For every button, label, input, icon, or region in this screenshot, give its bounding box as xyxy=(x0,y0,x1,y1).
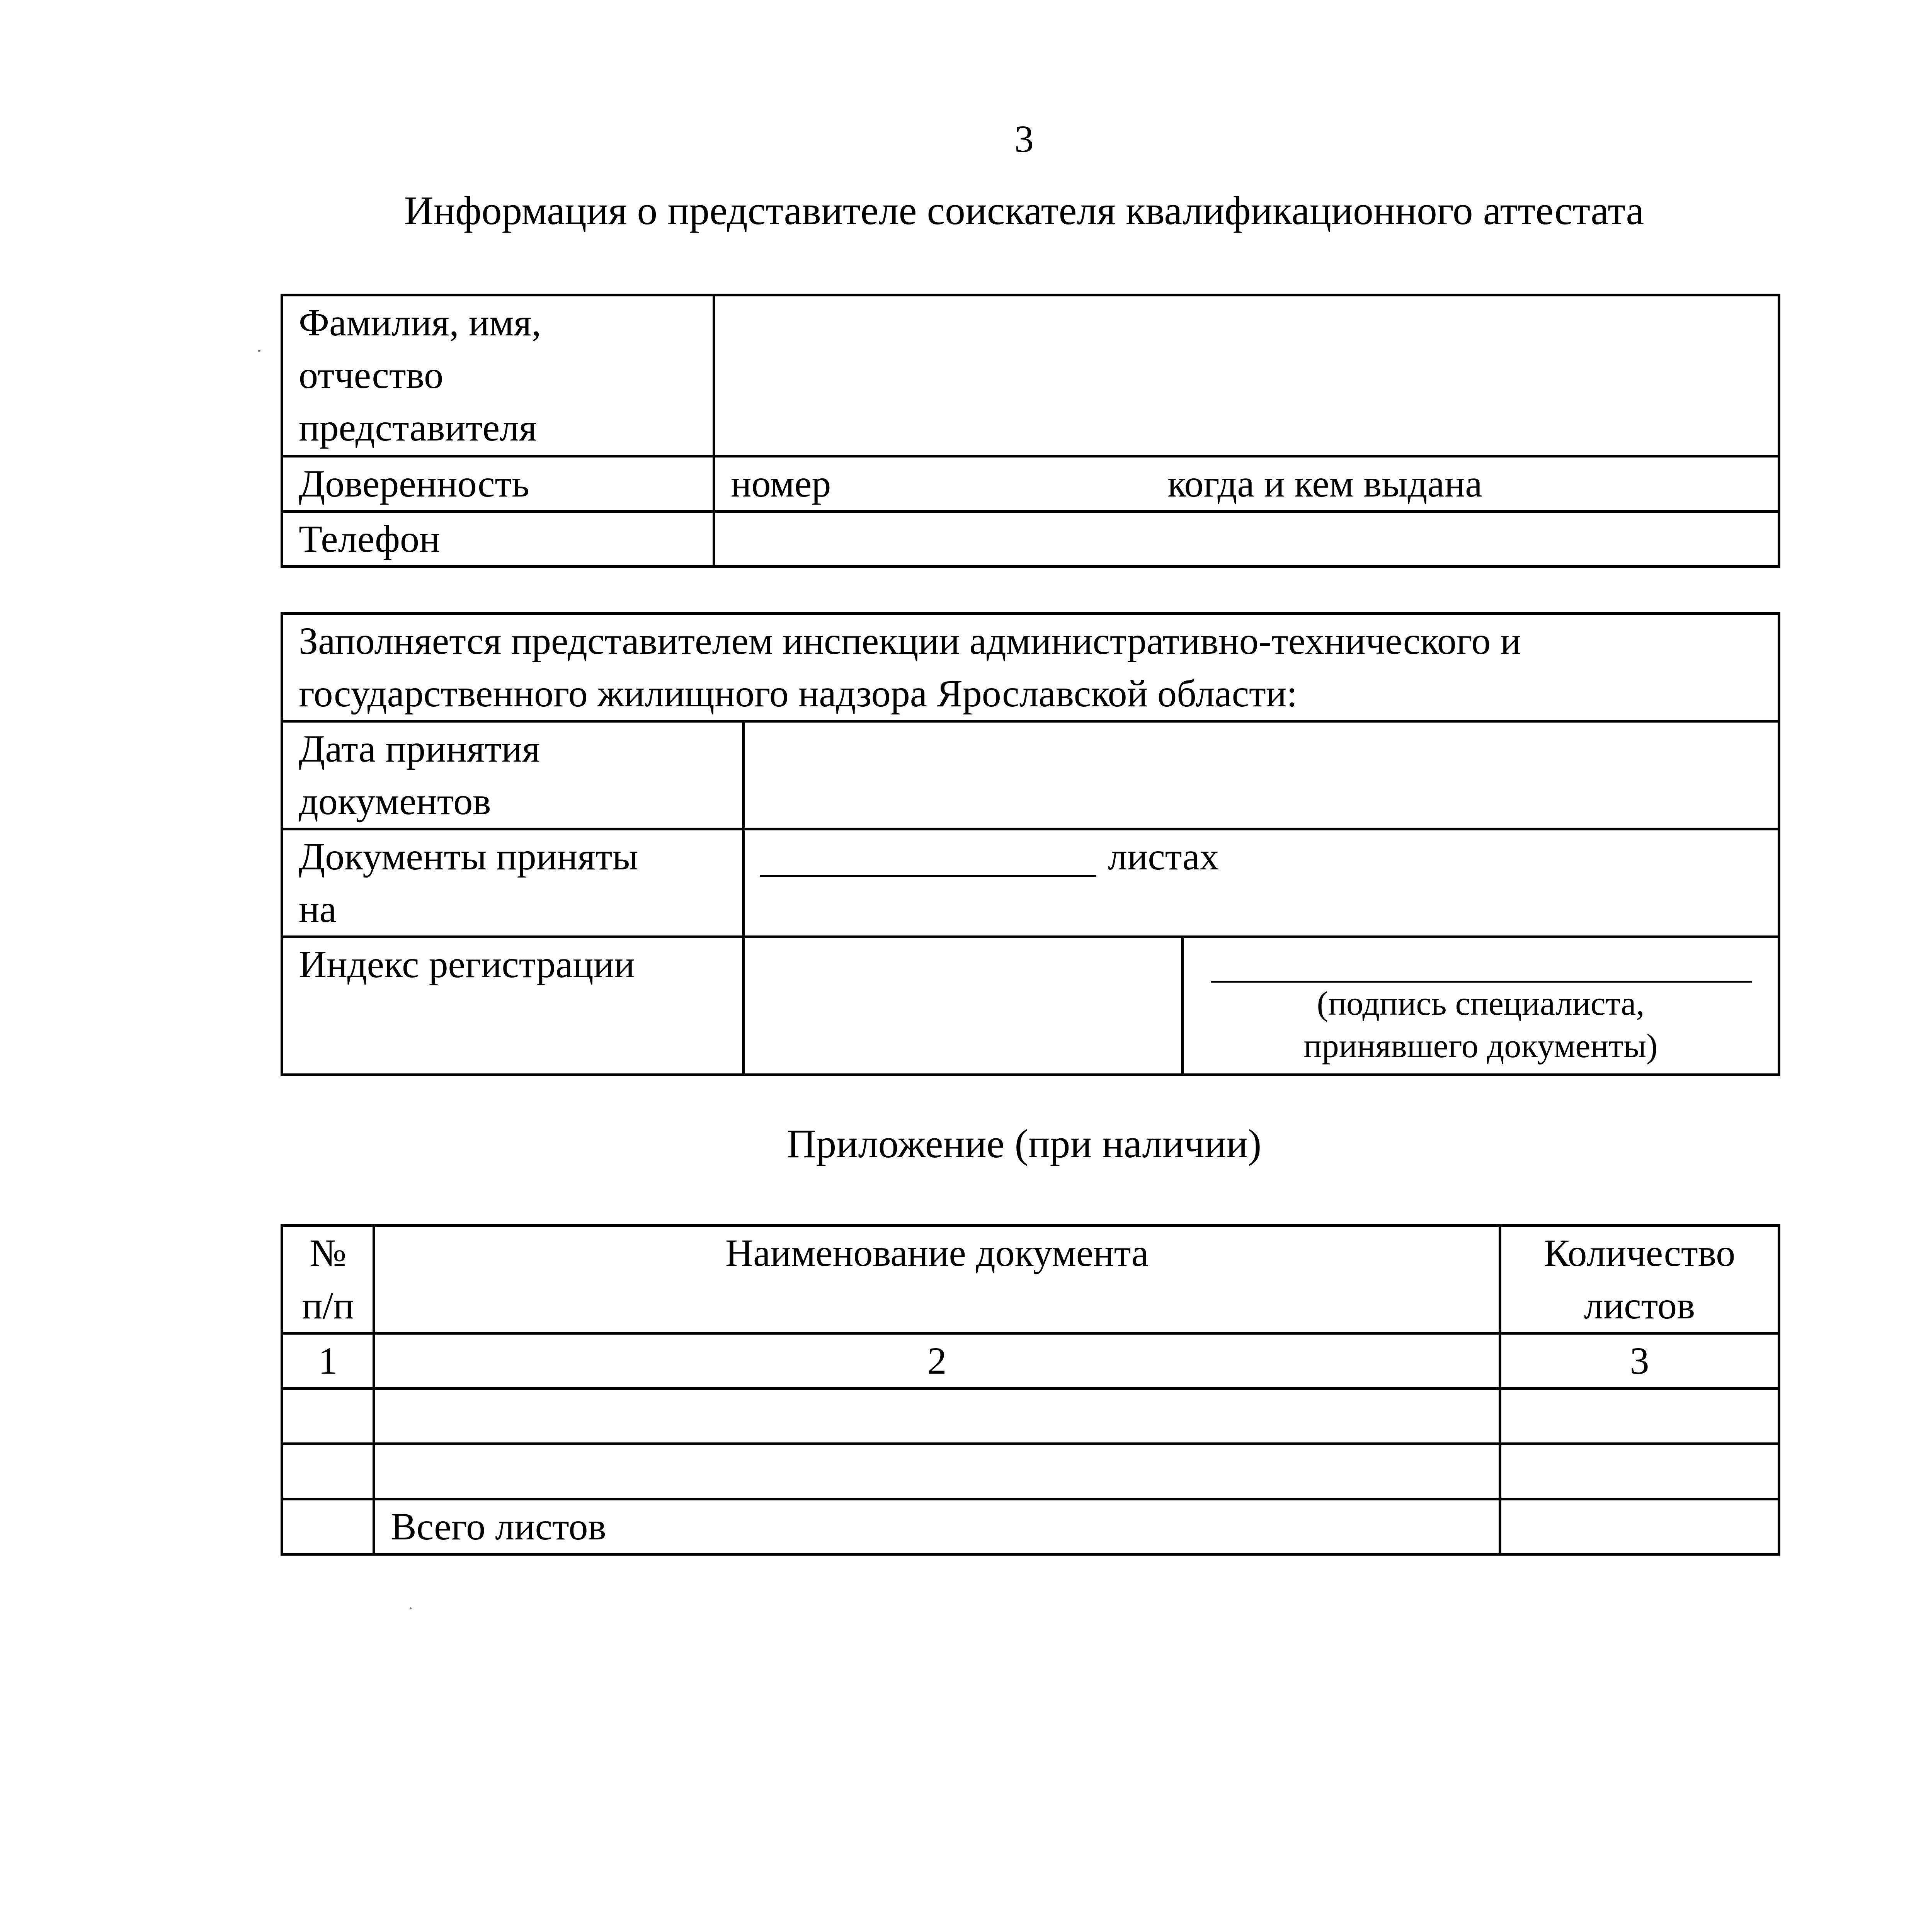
accepted-documents-label: Документы приняты на xyxy=(282,829,744,937)
appendix-section-title: Приложение (при наличии) xyxy=(786,1121,1262,1166)
scan-speck xyxy=(258,350,260,352)
row-number-cell[interactable] xyxy=(282,1444,374,1499)
representative-table xyxy=(281,294,1780,568)
row-name-cell[interactable] xyxy=(374,1389,1500,1444)
acceptance-date-field[interactable] xyxy=(744,721,1779,829)
row-count-cell[interactable] xyxy=(1500,1444,1779,1499)
sheets-label: листах xyxy=(1108,835,1219,878)
accepted-sheets-field[interactable] xyxy=(744,829,1779,937)
total-sheets-label: Всего листов xyxy=(374,1499,1500,1554)
column-index-3: 3 xyxy=(1500,1333,1779,1389)
power-of-attorney-label: Доверенность xyxy=(282,456,714,512)
column-index-1: 1 xyxy=(282,1333,374,1389)
power-of-attorney-field[interactable] xyxy=(714,456,1779,512)
column-header-count: Количество листов xyxy=(1500,1226,1779,1333)
name-label: Фамилия, имя, отчество представителя xyxy=(282,295,714,456)
phone-field[interactable] xyxy=(714,512,1779,567)
inspection-table xyxy=(281,612,1780,1076)
acceptance-date-label: Дата принятия документов xyxy=(282,721,744,829)
registration-index-label: Индекс регистрации xyxy=(282,937,744,1075)
representative-section-title: Информация о представителе соискателя квалификационного аттестата xyxy=(404,188,1644,233)
appendix-table xyxy=(281,1224,1780,1556)
signature-caption: (подпись специалиста, принявшего документы) xyxy=(1303,985,1658,1065)
power-of-attorney-issued-label: когда и кем выдана xyxy=(1167,462,1482,505)
registration-index-field[interactable] xyxy=(744,937,1183,1075)
signature-field[interactable] xyxy=(1183,937,1779,1075)
power-of-attorney-number-label: номер xyxy=(731,462,831,505)
column-header-number: № п/п xyxy=(282,1226,374,1333)
total-sheets-field[interactable] xyxy=(1500,1499,1779,1554)
row-name-cell[interactable] xyxy=(374,1444,1500,1499)
table-row xyxy=(282,1444,1779,1499)
phone-label: Телефон xyxy=(282,512,714,567)
scan-speck xyxy=(410,1607,412,1609)
row-number-cell[interactable] xyxy=(282,1389,374,1444)
column-index-2: 2 xyxy=(374,1333,1500,1389)
inspection-header: Заполняется представителем инспекции административно-технического и государственного жилищного надзора Ярославской области: xyxy=(282,614,1779,721)
name-field[interactable] xyxy=(714,295,1779,456)
table-row xyxy=(282,1389,1779,1444)
column-header-name: Наименование документа xyxy=(374,1226,1500,1333)
total-number-cell xyxy=(282,1499,374,1554)
sheets-count-blank[interactable] xyxy=(760,875,1096,877)
row-count-cell[interactable] xyxy=(1500,1389,1779,1444)
page-number: 3 xyxy=(1014,117,1034,160)
